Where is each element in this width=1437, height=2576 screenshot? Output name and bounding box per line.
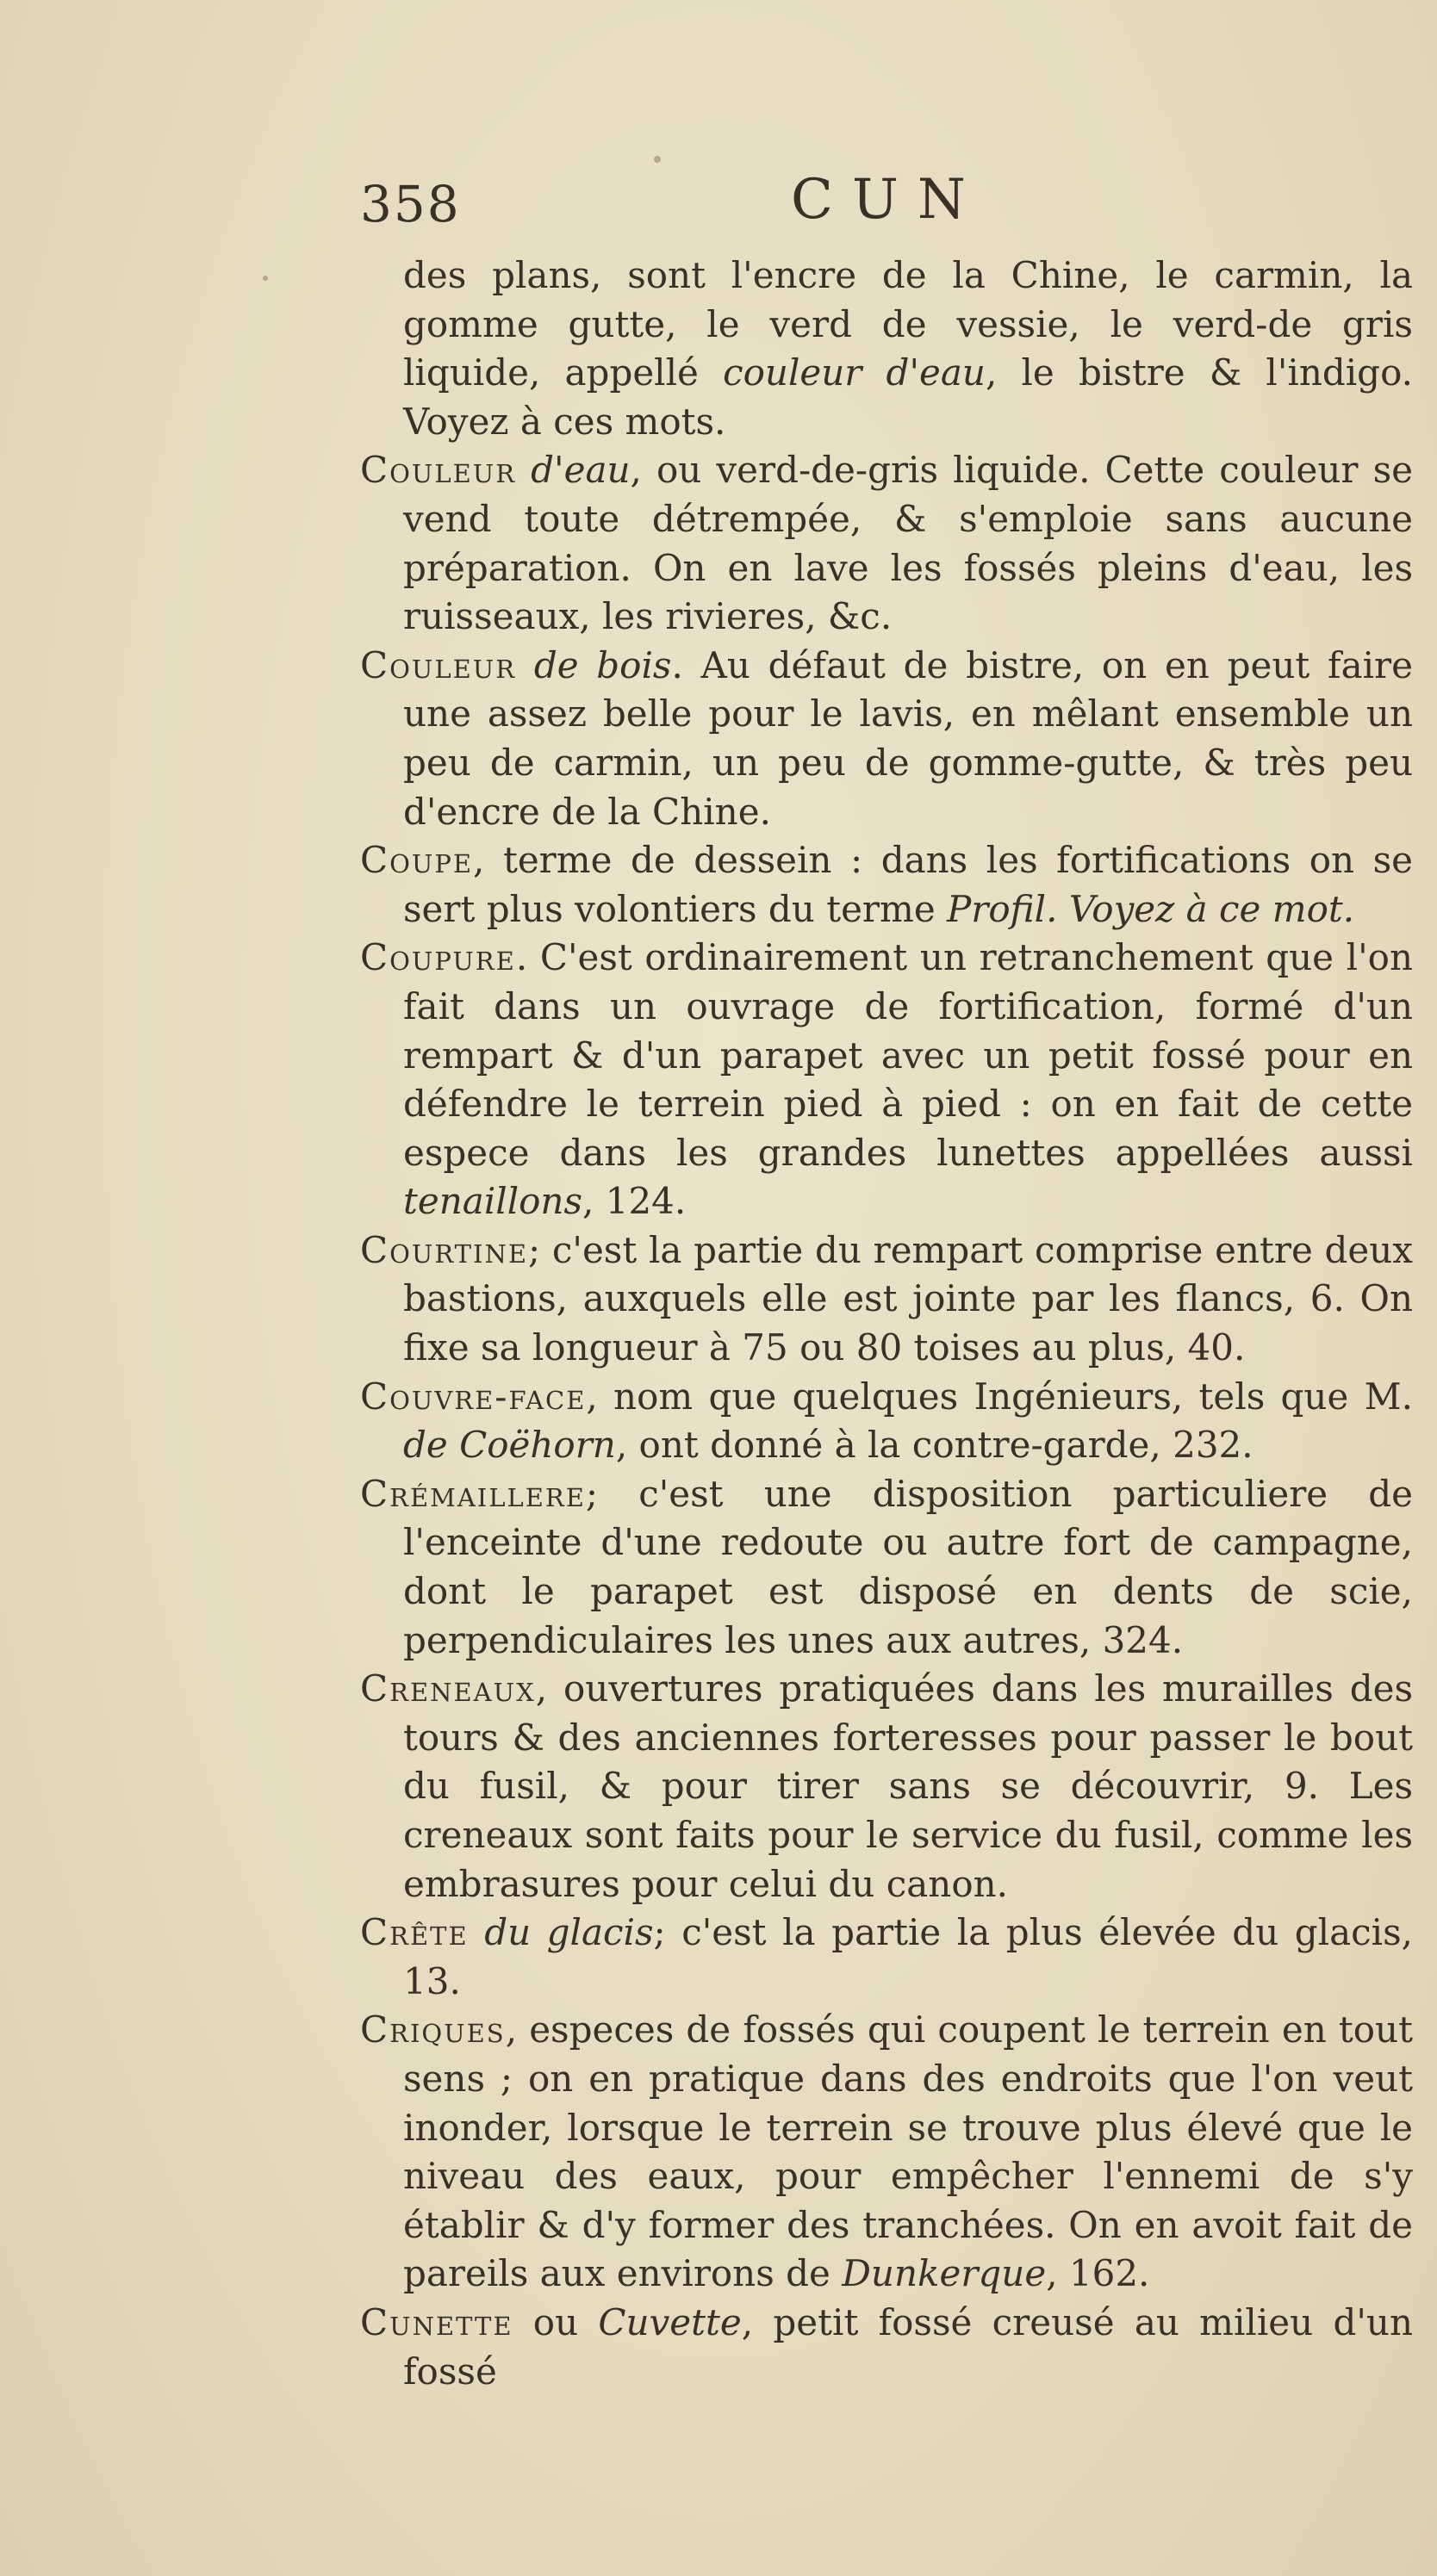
entry-text: , nom que quelques Ingénieurs, tels que M.	[586, 1375, 1413, 1418]
entry-italic: de Coëhorn	[403, 1424, 616, 1467]
entry-text: , ouvertures pratiquées dans les murailles des tours & des anciennes forteresses pour passer le bout du fusil, & pour tirer sans se découvrir, 9. Les creneaux sont faits pour le service du fusil, comme les embrasures pour celui du canon.	[403, 1667, 1413, 1905]
entry-crete	[360, 1909, 1413, 2006]
entry-text: ; c'est une disposition particuliere de l'enceinte d'une redoute ou autre fort de campagne, dont le parapet est disposé en dents de scie, perpendiculaires les unes aux autres, 324.	[403, 1472, 1413, 1661]
entry-headword: Couvre-face	[360, 1375, 587, 1418]
entry-cremaillere	[360, 1470, 1413, 1665]
dictionary-text	[360, 251, 1413, 2396]
entry-tail: , 162.	[1046, 2252, 1150, 2295]
entry-continuation	[360, 251, 1413, 446]
entry-tail: , 124.	[582, 1180, 687, 1223]
entry-tail: , petit fossé creusé au milieu d'un fossé	[403, 2300, 1413, 2393]
entry-text: . C'est ordinairement un retranchement que l'on fait dans un ouvrage de fortification, formé d'un rempart & d'un parapet avec un petit fossé pour en défendre le terrein pied à pied : on en fait de cette espece dans les grandes lunettes appellées aussi	[403, 936, 1413, 1174]
entry-italic: Profil. Voyez à ce mot.	[947, 887, 1355, 930]
entry-text: . Au défaut de bistre, on en peut faire une assez belle pour le lavis, en mêlant ensemble un peu de carmin, un peu de gomme-gutte, & très peu d'encre de la Chine.	[403, 643, 1413, 833]
entry-tail: , le bistre & l'indigo. Voyez à ces mots.	[403, 351, 1413, 443]
entry-creneaux	[360, 1665, 1413, 1909]
entry-text: des plans, sont l'encre de la Chine, le carmin, la gomme gutte, le verd de vessie, le verd-de gris liquide, appellé	[403, 254, 1413, 394]
entry-headword: Couleur	[360, 449, 517, 492]
entry-text: , especes de fossés qui coupent le terrein en tout sens ; on en pratique dans des endroits que l'on veut inonder, lorsque le terrein se trouve plus élevé que le niveau des eaux, pour empêcher l'ennemi de s'y établir & d'y former des tranchées. On en avoit fait de pareils aux environs de	[403, 2008, 1413, 2295]
entry-text: , terme de dessein : dans les fortifications on se sert plus volontiers du terme	[403, 839, 1413, 930]
entry-text: ; c'est la partie la plus élevée du glacis, 13.	[403, 1911, 1413, 2002]
entry-coupure	[360, 934, 1413, 1226]
entry-headword: Coupure	[360, 936, 516, 979]
entry-headword: Crête	[360, 1911, 469, 1954]
entry-headword: Criques	[360, 2008, 506, 2051]
entry-text: , ou verd-de-gris liquide. Cette couleur se vend toute détrempée, & s'emploie sans aucune préparation. On en lave les fossés pleins d'eau, les ruisseaux, les rivieres, &c.	[403, 449, 1413, 638]
entry-headword: Courtine	[360, 1228, 529, 1271]
entry-headword: Coupe	[360, 839, 474, 882]
entry-tail: , ont donné à la contre-garde, 232.	[615, 1424, 1253, 1467]
entry-text: ; c'est la partie du rempart comprise entre deux bastions, auxquels elle est jointe par les flancs, 6. On fixe sa longueur à 75 ou 80 toises au plus, 40.	[403, 1228, 1413, 1369]
entry-headword: Couleur	[360, 643, 517, 686]
entry-italic: tenaillons	[403, 1180, 583, 1223]
entry-cunette	[360, 2299, 1413, 2396]
entry-couleur-d-eau	[360, 446, 1413, 641]
entry-headword: Crémaillere	[360, 1472, 586, 1515]
entry-headword: Cunette	[360, 2300, 513, 2343]
entry-text: ou	[513, 2300, 599, 2343]
entry-qualifier: du glacis	[484, 1911, 654, 1954]
entry-headword: Creneaux	[360, 1667, 536, 1710]
entry-italic: couleur d'eau	[723, 351, 986, 394]
running-head: CUN	[791, 168, 985, 232]
entry-qualifier: de bois	[533, 643, 672, 686]
ink-spot	[654, 156, 661, 163]
entry-italic: Cuvette	[598, 2300, 742, 2343]
entry-couleur-de-bois	[360, 642, 1413, 836]
entry-courtine	[360, 1226, 1413, 1373]
entry-qualifier: d'eau	[531, 449, 631, 492]
ink-spot	[263, 276, 268, 281]
page-number: 358	[360, 175, 461, 233]
entry-couvre-face	[360, 1373, 1413, 1470]
page-header	[360, 168, 1411, 237]
entry-coupe	[360, 836, 1413, 934]
entry-criques	[360, 2006, 1413, 2299]
entry-italic: Dunkerque	[842, 2252, 1047, 2295]
